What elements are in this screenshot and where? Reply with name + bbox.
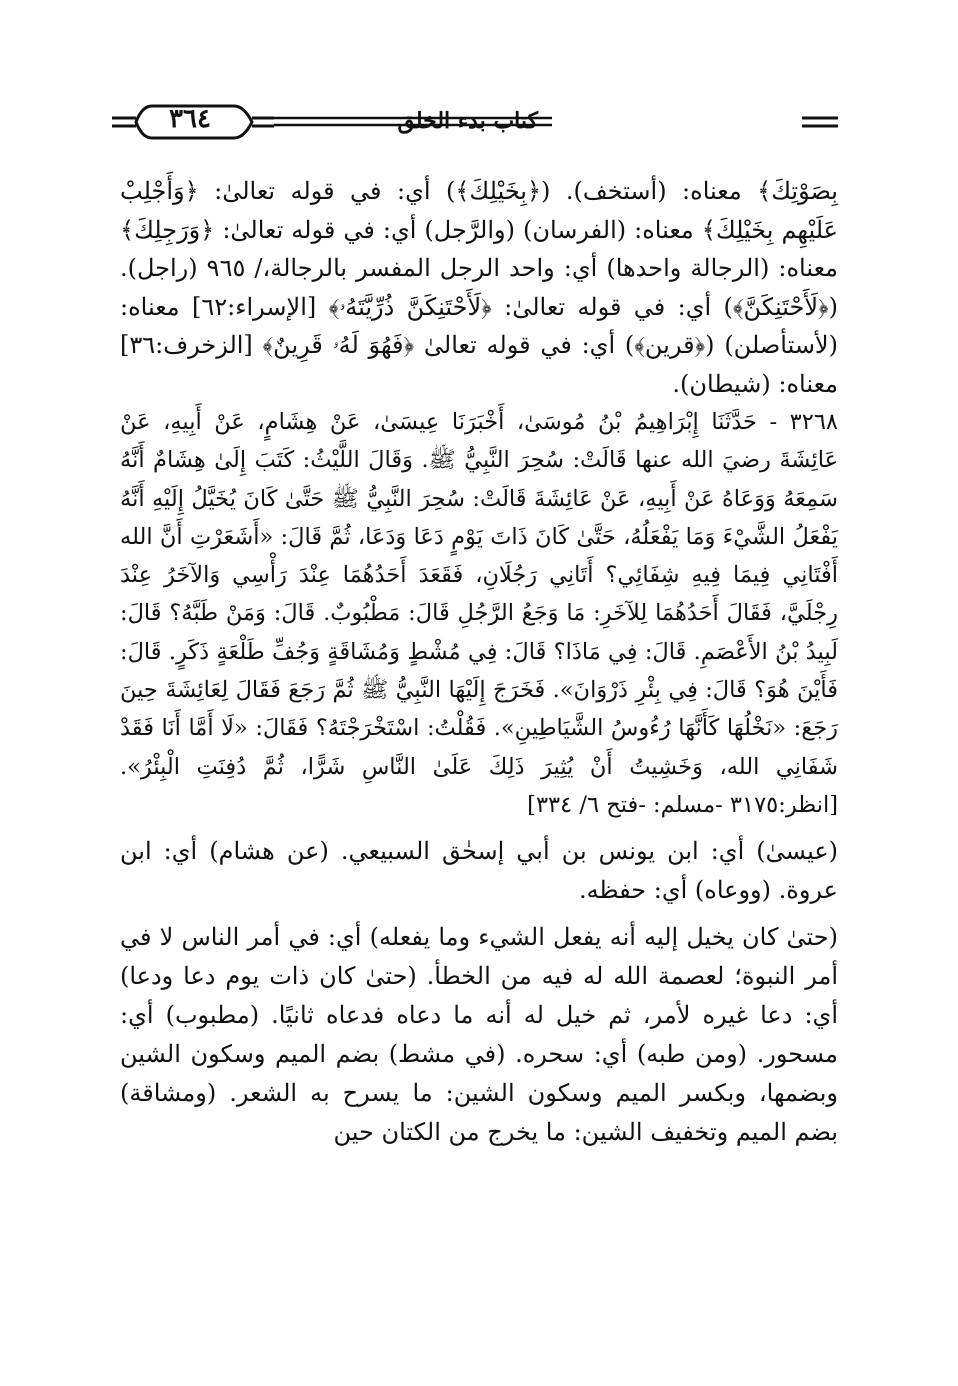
header-title: كتاب بدء الخلق <box>397 108 538 134</box>
page-body <box>120 172 838 1152</box>
page-header <box>112 98 838 148</box>
hadith-text: ٣٢٦٨ - حَدَّثَنَا إِبْرَاهِيمُ بْنُ مُوسَىٰ، أَخْبَرَنَا عِيسَىٰ، عَنْ هِشَامٍ، عَنْ أَبِيهِ، عَنْ عَائِشَةَ رضيَ الله عنها قَالَتْ: سُحِرَ النَّبِيُّ ﷺ. وَقَالَ اللَّيْثُ: كَتَبَ إِلَىٰ هِشَامٌ أَنَّهُ سَمِعَهُ وَوَعَاهُ عَنْ أَبِيهِ، عَنْ عَائِشَةَ قَالَتْ: سُحِرَ النَّبِيُّ ﷺ حَتَّىٰ كَانَ يُخَيَّلُ إِلَيْهِ أَنَّهُ يَفْعَلُ الشَّيْءَ وَمَا يَفْعَلُهُ، حَتَّىٰ كَانَ ذَاتَ يَوْمٍ دَعَا وَدَعَا، ثُمَّ قَالَ: «أَشَعَرْتِ أَنَّ الله أَفْتَانِي فِيمَا فِيهِ شِفَائِي؟ أَتَانِي رَجُلَانِ، فَقَعَدَ أَحَدُهُمَا عِنْدَ رَأْسِي وَالآخَرُ عِنْدَ رِجْلَيَّ، فَقَالَ أَحَدُهُمَا لِلآخَرِ: مَا وَجَعُ الرَّجُلِ قَالَ: مَطْبُوبٌ. قَالَ: وَمَنْ طَبَّهُ؟ قَالَ: لَبِيدُ بْنُ الأَعْصَمِ. قَالَ: فِي مَاذَا؟ قَالَ: فِي مُشْطٍ وَمُشَاقَةٍ وَجُفِّ طَلْعَةٍ ذَكَرٍ. قَالَ: فَأَيْنَ هُوَ؟ قَالَ: فِي بِئْرِ ذَرْوَانَ». فَخَرَجَ إِلَيْهَا النَّبِيُّ ﷺ ثُمَّ رَجَعَ فَقَالَ لِعَائِشَةَ حِينَ رَجَعَ: «نَخْلُهَا كَأَنَّهَا رُءُوسُ الشَّيَاطِينِ». فَقُلْتُ: اسْتَخْرَجْتَهُ؟ فَقَالَ: «لَا أَمَّا أَنَا فَقَدْ شَفَانِي الله، وَخَشِيتُ أَنْ يُثِيرَ ذَلِكَ عَلَىٰ النَّاسِ شَرًّا، ثُمَّ دُفِنَتِ الْبِئْرُ». [انظر:٣١٧٥ -مسلم: -فتح ٦/ ٣٣٤] <box>120 409 838 818</box>
intro-paragraph: بِصَوْتِكَ﴾ معناه: (أستخف). (﴿بِخَيْلِكَ﴾) أي: في قوله تعالىٰ: ﴿وَأَجْلِبْ عَلَيْهِم بِخَيْلِكَ﴾ معناه: (الفرسان) (والرَّجل) أي: في قوله تعالىٰ: ﴿وَرَجِلِكَ﴾ معناه: (الرجالة واحدها) أي: واحد الرجل المفسر بالرجالة،/ ٩٦٥ (راجل). (﴿لَأَحْتَنِكَنَّ﴾) أي: في قوله تعالىٰ: ﴿لَأَحْتَنِكَنَّ ذُرِّيَّتَهُۥ﴾ [الإسراء:٦٢] معناه: (لأستأصلن) (﴿قرين﴾) أي: في قوله تعالىٰ ﴿فَهُوَ لَهُۥ قَرِينٌ﴾ [الزخرف:٣٦] معناه: (شيطان). <box>120 177 839 398</box>
commentary-paragraph: (حتىٰ كان يخيل إليه أنه يفعل الشيء وما يفعله) أي: في أمر الناس لا في أمر النبوة؛ لعصمة الله له فيه من الخطأ. (حتىٰ كان ذات يوم دعا ودعا) أي: دعا غيره لأمر، ثم خيل له أنه ما دعاه فدعاه ثانيًا. (مطبوب) أي: مسحور. (ومن طبه) أي: سحره. (في مشط) بضم الميم وسكون الشين وبضمها، وبكسر الميم وسكون الشين: ما يسرح به الشعر. (ومشاقة) بضم الميم وتخفيف الشين: ما يخرج من الكتان حين <box>120 923 839 1147</box>
commentary-paragraph: (عيسىٰ) أي: ابن يونس بن أبي إسحٰق السبيعي. (عن هشام) أي: ابن عروة. (ووعاه) أي: حفظه. <box>120 837 838 905</box>
page-number: ٣٦٤ <box>169 104 211 134</box>
